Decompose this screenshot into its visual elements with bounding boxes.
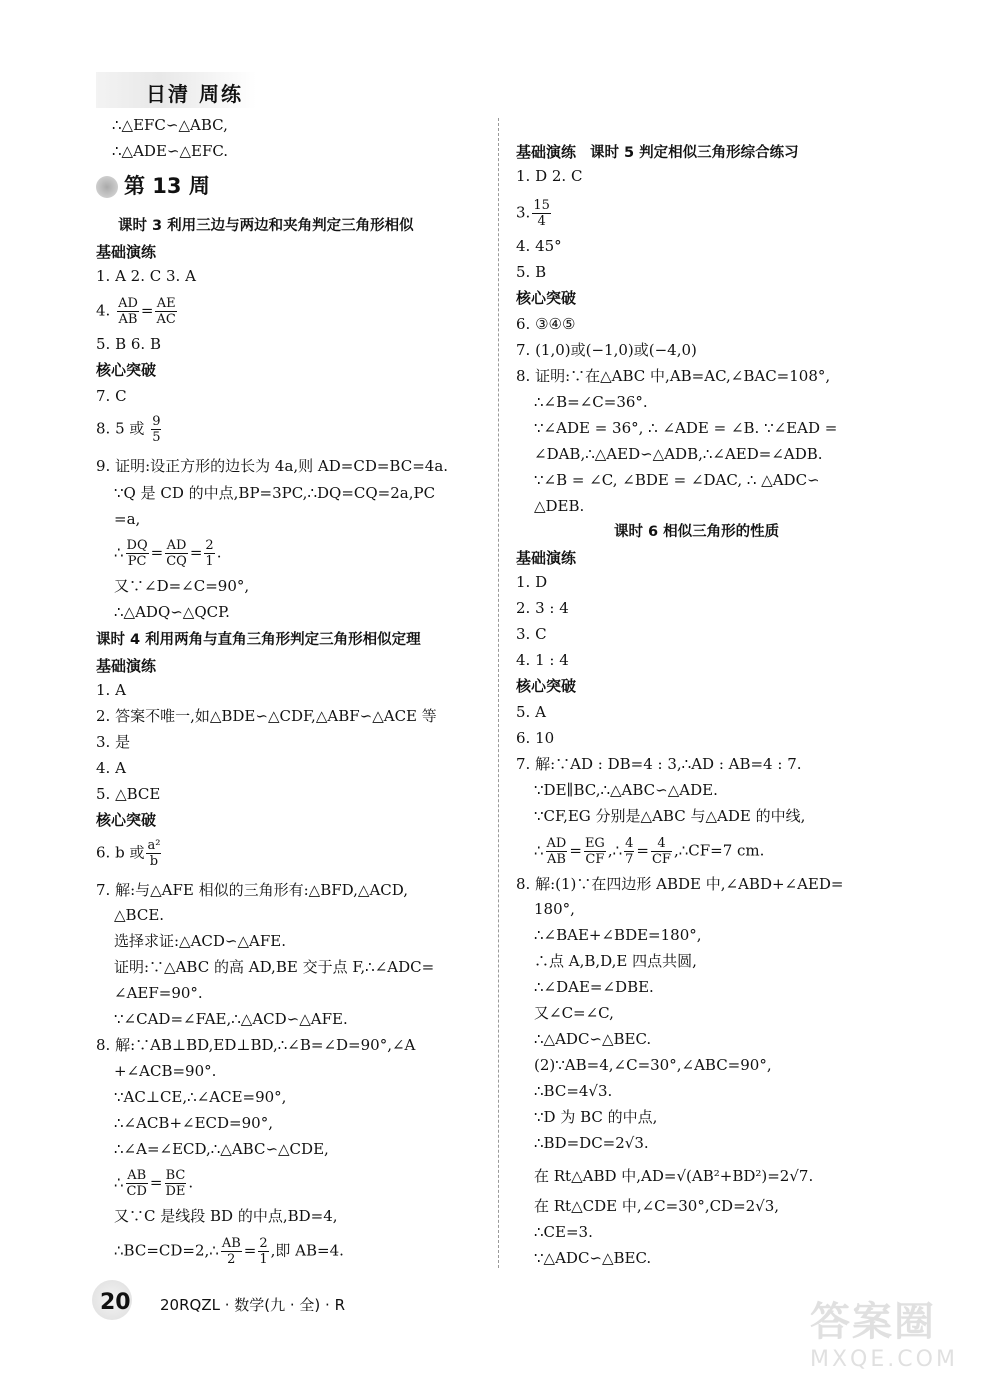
frac-den: 1 <box>259 1252 268 1267</box>
frac-num: AE <box>156 296 176 311</box>
section-title: 课时 3 利用三边与两边和夹角判定三角形相似 <box>118 218 414 234</box>
answer-line: 5. A <box>516 703 546 721</box>
frac-num: 2 <box>205 538 214 553</box>
frac-den: b <box>149 854 159 869</box>
frac-den: 1 <box>205 554 214 569</box>
fraction <box>624 836 634 867</box>
answer-line: (2)∵AB=4,∠C=30°,∠ABC=90°, <box>534 1056 772 1074</box>
answer-line: ∴BC=4√3. <box>534 1082 613 1100</box>
answer-line: ∴∠DAE=∠DBE. <box>534 978 654 996</box>
fraction <box>117 296 139 327</box>
answer-text: ∴ <box>114 543 124 562</box>
left-line: ∴△EFC∽△ABC, <box>112 116 228 134</box>
answer-line: 8. 解:(1)∵在四边形 ABDE 中,∠ABD+∠AED= <box>516 875 844 893</box>
answer-line <box>96 414 163 445</box>
frac-num: BC <box>165 1168 186 1183</box>
fraction <box>155 296 176 327</box>
frac-den: AB <box>546 852 566 867</box>
answer-line: ∴点 A,B,D,E 四点共圆, <box>534 952 697 970</box>
fraction <box>258 1236 268 1267</box>
answer-line: 5. △BCE <box>96 785 161 803</box>
answer-line: 8. 证明:∵在△ABC 中,AB=AC,∠BAC=108°, <box>516 367 831 385</box>
fraction <box>126 1168 148 1199</box>
answer-text: ,∴ <box>607 841 623 860</box>
answer-line: 4. 45° <box>516 237 562 255</box>
fraction <box>151 414 161 445</box>
subsection-heading: 核心突破 <box>516 289 577 307</box>
frac-num: AD <box>118 296 138 311</box>
answer-line: ∴ $\frac{AB}{CD}$ = $\frac{BC}{DE}$ . <box>114 1168 194 1199</box>
answer-line: 1. A 2. C 3. A <box>96 267 196 285</box>
frac-num: AB <box>221 1236 241 1251</box>
section-title: 课时 5 判定相似三角形综合练习 <box>590 145 799 161</box>
left-line: ∴△ADE∽△EFC. <box>112 142 229 160</box>
answer-text: ,∴CF=7 cm. <box>673 841 765 860</box>
answer-line: 2. 答案不唯一,如△BDE∽△CDF,△ABF∽△ACE 等 <box>96 707 437 725</box>
frac-num: AB <box>127 1168 147 1183</box>
watermark-title: 答案圈 <box>810 1299 936 1345</box>
subsection-heading: 核心突破 <box>96 361 157 379</box>
answer-line: ∵△ADC∽△BEC. <box>534 1249 652 1267</box>
answer-text: 8. 5 或 <box>96 419 145 438</box>
answer-line: 1. A <box>96 681 126 699</box>
answer-line: ∠DAB,∴△AED∽△ADB,∴∠AED=∠ADB. <box>534 445 823 463</box>
answer-line: 又∠C=∠C, <box>534 1004 614 1022</box>
frac-den: AB <box>118 312 138 327</box>
frac-num: a² <box>147 838 161 853</box>
frac-den: 4 <box>537 214 546 229</box>
answer-line: ∴BC=CD=2,∴ $\frac{AB}{2}$ = $\frac{2}{1}$ ,即 AB=4. <box>114 1236 344 1267</box>
fraction <box>204 538 214 569</box>
fraction <box>584 836 606 867</box>
answer-line: 5. B <box>516 263 547 281</box>
fraction <box>532 198 551 229</box>
answer-text: 4. <box>96 301 111 320</box>
answer-line: △BCE. <box>114 906 165 924</box>
answer-line: ∵DE∥BC,∴△ABC∽△ADE. <box>534 781 718 799</box>
answer-text: ∴ <box>114 1173 124 1192</box>
frac-num: AD <box>166 538 187 553</box>
subsection-heading: 基础演练 <box>96 243 157 261</box>
answer-line: 4. A <box>96 759 126 777</box>
answer-line: ∵CF,EG 分别是△ABC 与△ADE 的中线, <box>534 807 806 825</box>
frac-den: 5 <box>152 430 161 445</box>
answer-line: 7. C <box>96 387 127 405</box>
answer-line: 又∵C 是线段 BD 的中点,BD=4, <box>114 1207 338 1225</box>
header-title: 日清 周练 <box>146 82 243 106</box>
subsection-heading: 基础演练 <box>516 549 577 567</box>
answer-line: 3. 是 <box>96 733 131 751</box>
frac-num: 2 <box>259 1236 268 1251</box>
frac-num: 4 <box>625 836 634 851</box>
footer-label: 20RQZL · 数学(九 · 全) · R <box>160 1296 345 1314</box>
answer-line <box>96 296 179 327</box>
frac-num: EG <box>584 836 605 851</box>
frac-den: 2 <box>227 1252 236 1267</box>
frac-den: DE <box>165 1184 186 1199</box>
answer-line: ∵∠CAD=∠FAE,∴△ACD∽△AFE. <box>114 1010 348 1028</box>
answer-text: ∴BC=CD=2,∴ <box>114 1241 219 1260</box>
answer-line: ∴∠A=∠ECD,∴△ABC∽△CDE, <box>114 1140 329 1158</box>
answer-line: +∠ACB=90°. <box>114 1062 217 1080</box>
subsection-heading: 核心突破 <box>96 811 157 829</box>
answer-line: 180°, <box>534 900 575 918</box>
answer-line: 7. 解:与△AFE 相似的三角形有:△BFD,△ACD, <box>96 881 409 899</box>
answer-line: 在 Rt△ABD 中,AD=√(AB²+BD²)=2√7. <box>534 1167 814 1185</box>
answer-line: ∵∠ADE = 36°, ∴ ∠ADE = ∠B. ∵∠EAD = <box>534 419 838 437</box>
answer-line: 选择求证:△ACD∽△AFE. <box>114 932 286 950</box>
week-icon <box>96 176 118 198</box>
answer-line: ∵D 为 BC 的中点, <box>534 1108 658 1126</box>
frac-num: 9 <box>152 414 161 429</box>
answer-line: 8. 解:∵AB⊥BD,ED⊥BD,∴∠B=∠D=90°,∠A <box>96 1036 416 1054</box>
answer-line: ∠AEF=90°. <box>114 984 203 1002</box>
answer-line: 7. (1,0)或(−1,0)或(−4,0) <box>516 341 697 359</box>
section-title: 课时 4 利用两角与直角三角形判定三角形相似定理 <box>96 632 421 648</box>
answer-line: ∵∠B = ∠C, ∠BDE = ∠DAC, ∴ △ADC∽ <box>534 471 820 489</box>
answer-line: △DEB. <box>534 497 585 515</box>
fraction <box>126 538 149 569</box>
answer-line: 7. 解:∵AD : DB=4 : 3,∴AD : AB=4 : 7. <box>516 755 802 773</box>
answer-line: ∴CE=3. <box>534 1223 593 1241</box>
fraction <box>546 836 568 867</box>
frac-den: CQ <box>166 554 187 569</box>
answer-line: ∴ $\frac{DQ}{PC}$ = $\frac{AD}{CQ}$ = $\frac{2}{1}$ . <box>114 538 222 569</box>
frac-den: AC <box>156 312 176 327</box>
answer-line: ∴∠ACB+∠ECD=90°, <box>114 1114 273 1132</box>
answer-text: 3. <box>516 203 531 222</box>
frac-num: 4 <box>651 836 672 852</box>
frac-den: PC <box>127 554 147 569</box>
answer-line: 1. D <box>516 573 548 591</box>
answer-line: 证明:∵△ABC 的高 AD,BE 交于点 F,∴∠ADC= <box>114 958 435 976</box>
answer-line: ∴ $\frac{AD}{AB}$ = $\frac{EG}{CF}$ ,∴ $\frac{4}{7}$ = $\frac{4}{CF}$ ,∴CF=7 cm. <box>534 836 765 867</box>
answer-line: 6. 10 <box>516 729 555 747</box>
frac-num: AD <box>546 836 567 851</box>
subsection-heading: 基础演练 <box>96 657 157 675</box>
frac-den: 7 <box>625 852 634 867</box>
section-title: 课时 6 相似三角形的性质 <box>614 524 780 540</box>
answer-line: 又∵∠D=∠C=90°, <box>114 577 250 595</box>
answer-text: ∴ <box>534 841 544 860</box>
frac-num: DQ <box>126 538 148 553</box>
frac-den: CF <box>585 852 605 867</box>
page-number: 20 <box>100 1290 131 1315</box>
fraction <box>146 838 161 869</box>
answer-line: ∴∠B=∠C=36°. <box>534 393 648 411</box>
answer-line: ∵AC⊥CE,∴∠ACE=90°, <box>114 1088 287 1106</box>
answer-line: =a, <box>114 510 141 528</box>
watermark <box>810 1290 958 1380</box>
answer-line: ∵Q 是 CD 的中点,BP=3PC,∴DQ=CQ=2a,PC <box>114 484 436 502</box>
answer-line: 5. B 6. B <box>96 335 161 353</box>
answer-line: 9. 证明:设正方形的边长为 4a,则 AD=CD=BC=4a. <box>96 457 449 475</box>
answer-text: = <box>140 301 154 320</box>
frac-den: CD <box>126 1184 147 1199</box>
fraction <box>165 1168 187 1199</box>
watermark-url: MXQE.COM <box>810 1347 958 1372</box>
answer-text: 6. b 或 <box>96 843 145 862</box>
answer-line: 4. 1 : 4 <box>516 651 569 669</box>
answer-line: 1. D 2. C <box>516 167 583 185</box>
frac-den: CF <box>651 852 671 867</box>
subsection-heading: 基础演练 <box>516 143 577 161</box>
answer-line <box>96 838 163 869</box>
answer-line: 在 Rt△CDE 中,∠C=30°,CD=2√3, <box>534 1197 780 1215</box>
answer-line: ∴BD=DC=2√3. <box>534 1134 649 1152</box>
frac-num: 15 <box>533 198 550 213</box>
fraction <box>221 1236 242 1267</box>
fraction <box>165 538 188 569</box>
answer-line: 3. C <box>516 625 547 643</box>
week-title-text: 第 13 周 <box>124 174 210 198</box>
column-divider <box>498 118 499 1268</box>
answer-line <box>516 198 553 229</box>
answer-line: 2. 3 : 4 <box>516 599 569 617</box>
answer-line: ∴∠BAE+∠BDE=180°, <box>534 926 702 944</box>
answer-text: ,即 AB=4. <box>270 1241 344 1260</box>
subsection-heading: 核心突破 <box>516 677 577 695</box>
fraction <box>651 836 672 867</box>
answer-line: ∴△ADC∽△BEC. <box>534 1030 652 1048</box>
answer-line: ∴△ADQ∽△QCP. <box>114 603 230 621</box>
week-title <box>96 170 210 200</box>
answer-line: 6. ③④⑤ <box>516 315 576 333</box>
